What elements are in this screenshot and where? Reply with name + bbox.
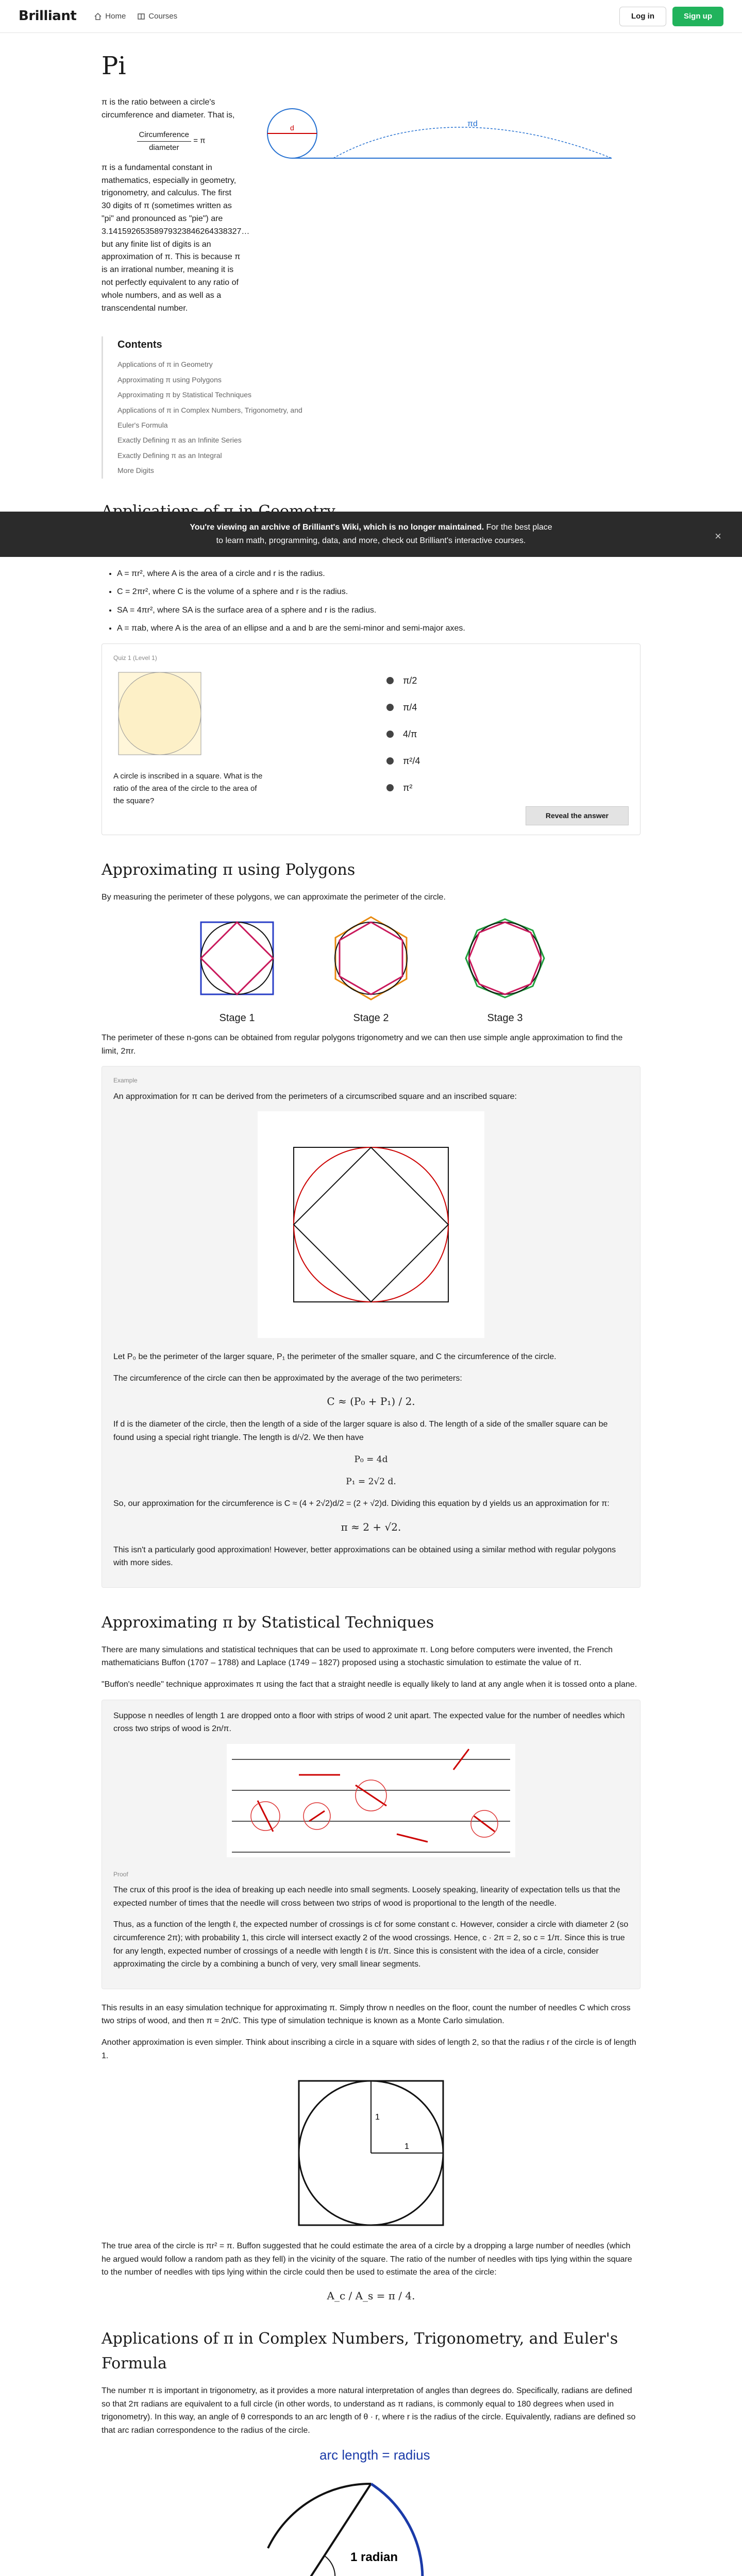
statistics-paragraph-4: Another approximation is even simpler. Think about inscribing a circle in a square with sides of length 2, so that the radius r of the circle is of length 1. [102,2038,636,2060]
example-paragraph-5: This isn't a particularly good approximation! However, better approximations can be obtained using a similar method with regular polygons with more sides. [113,1545,616,1568]
equation-p1: P₁ = 2√2 d. [346,1476,396,1487]
statistics-paragraph-3: This results in an easy simulation technique for approximating π. Simply throw n needles on the floor, count the number of needles C which cross two strips of wood, and then π ≈ 2n/C. This type of simulation technique is known as a Monte Carlo simulation. [102,2003,631,2026]
diameter-label: d [290,123,294,132]
toc-item[interactable]: Exactly Defining π as an Integral [117,451,222,460]
toc-title: Contents [117,339,162,351]
buffon-needle-panel [102,1700,640,1989]
toc-item[interactable]: Approximating π using Polygons [117,375,222,384]
quiz-question: A circle is inscribed in a square. What is the ratio of the area of the circle to the area of the square? [113,772,263,806]
quiz-option[interactable] [386,667,629,694]
circle-shape [119,672,201,755]
radian-figure [252,2445,490,2576]
unroll-arc [333,127,612,158]
top-navigation-bar [0,0,742,33]
equation-p0: P₀ = 4d [354,1454,388,1465]
list-item: • SA = 4πr², where SA is the surface area of a sphere and r is the radius. [117,604,640,617]
equation-average: C ≈ (P₀ + P₁) / 2. [327,1395,415,1408]
brand-logo[interactable]: Brilliant [19,8,77,24]
polygon-stages [102,912,640,1026]
radio-icon[interactable] [386,757,394,765]
formula-equals-pi: = π [193,137,206,146]
circumference-diagram [251,96,632,174]
stage-2 [325,912,417,1026]
option-label: π² [403,782,413,793]
polygons-paragraph-1: By measuring the perimeter of these polygons, we can approximate the perimeter of the circle. [102,892,446,902]
section-statistics-title: Approximating π by Statistical Techniques [102,1613,434,1632]
quiz-panel [102,643,640,835]
signup-button[interactable]: Sign up [672,7,723,26]
banner-close-icon[interactable]: × [715,529,721,543]
radio-icon[interactable] [386,704,394,711]
proof-label: Proof [113,1870,128,1878]
example-paragraph-3: If d is the diameter of the circle, then the length of a side of the larger square is also d. The length of a side of the smaller square can be found using a special right triangle. The length is d/√2. We then have [113,1420,608,1443]
toc-item[interactable]: Applications of π in Complex Numbers, Trigonometry, and Euler's Formula [117,405,302,430]
proof-paragraph-2: Thus, as a function of the length ℓ, the expected number of crossings is cℓ for some constant c. However, consider a circle with diameter 2 (so circumference 2π); with probability 1, this circle will intersect exactly 2 of the wood crossings. Hence, c · 2π = 2, so c = 1/π. Since this is true for any length, expected number of crossings of a needle with length ℓ is ℓ/π. Since this is consistent with the idea of a circle, consider approximating the circle by a combining a bunch of very, very small linear segments. [113,1920,629,1969]
nav-courses[interactable] [137,10,177,23]
nav-home[interactable] [94,10,126,23]
page-title: Pi [102,52,126,80]
login-button[interactable]: Log in [619,7,666,26]
polygons-paragraph-2: The perimeter of these n-gons can be obtained from regular polygons trigonometry and we can then use simple angle approximation to find the limit, 2πr. [102,1033,623,1056]
equation-area-ratio: A_c / A_s = π / 4. [327,2290,415,2302]
intro-paragraph-1 [102,96,241,122]
statistics-paragraph-5: The true area of the circle is πr² = π. Buffon suggested that he could estimate the area of a circle by a dropping a large number of needles (which he argued would follow a random path as they fell) in the vicinity of the square. The ratio of the number of needles with tips lying within the square to the number of needles with tips lying within the circle could then be used to estimate the area of the circle: [102,2242,632,2277]
stage-2-figure [325,912,417,1005]
intro-formula [102,129,241,154]
list-item: • C = 2πr², where C is the volume of a sphere and r is the radius. [117,585,640,599]
intro-p1-text: π is the ratio between a circle's circumference and diameter. That is, [102,97,235,120]
toc-item[interactable]: Approximating π by Statistical Techniques [117,391,251,399]
arc-length-label: arc length = radius [319,2447,430,2463]
stage-3-figure [459,912,551,1005]
example-paragraph-4: So, our approximation for the circumference is C ≈ (4 + 2√2)d/2 = (2 + √2)d. Dividing this equation by d yields us an approximation for π: [113,1499,610,1509]
option-label: π²/4 [403,755,420,766]
proof-paragraph-1: The crux of this proof is the idea of breaking up each needle into small segments. Loosely speaking, linearity of expectation tells us that the expected number of times that the needle will cross between two strips of wood is proportional to the length of the needle. [113,1886,620,1908]
option-label: 4/π [403,728,417,739]
toc-item[interactable]: Applications of π in Geometry [117,360,213,369]
radio-icon[interactable] [386,784,394,791]
toc-item[interactable]: Exactly Defining π as an Infinite Series [117,436,242,445]
list-item: • A = πr², where A is the area of a circle and r is the radius. [117,567,640,581]
stage-3-label: Stage 3 [487,1012,523,1024]
stage-1-label: Stage 1 [219,1012,255,1024]
squares-circle-figure [258,1111,484,1338]
section-polygons-title: Approximating π using Polygons [102,860,356,879]
stage-1 [191,912,283,1026]
quiz-label: Quiz 1 (Level 1) [113,654,157,662]
reveal-answer-button[interactable]: Reveal the answer [526,806,629,825]
stage-2-label: Stage 2 [353,1012,389,1024]
equation-pi-approx: π ≈ 2 + √2. [341,1520,401,1533]
banner-text[interactable]: For the best place to learn math, programming, data, and more, check out Brilliant's interactive courses. [216,522,552,545]
example-paragraph-2: The circumference of the circle can then be approximated by the average of the two perimeters: [113,1374,462,1383]
formula-numerator: Circumference [137,129,192,141]
geometry-formula-list [117,567,640,635]
table-of-contents [102,336,308,478]
archive-banner [0,512,742,557]
option-label: π/2 [403,675,417,686]
quiz-option[interactable] [386,774,629,801]
radio-icon[interactable] [386,677,394,684]
nav-courses-label: Courses [148,11,178,21]
radius-label-horizontal: 1 [404,2142,409,2151]
nav-home-label: Home [105,11,126,21]
statistics-paragraph-1: There are many simulations and statistical techniques that can be used to approximate π. Long before computers were invented, the French mathematicians Buffon (1707 – 1788) and Laplace (1749 – 1827) proposed using a stochastic simulation to estimate the value of π. [102,1645,613,1668]
complex-paragraph-1: The number π is important in trigonometry, as it provides a more natural interpretation of angles than degrees do. Specifically, radians are defined so that 2π radians are equivalent to a full circle (in other words, to understand as π radians, is commonly equal to 180 degrees when used in trigonometry). In this way, an angle of θ corresponds to an arc length of θ · r, where r is the radius of the circle. Equivalently, radians are defined so that arc radian correspondence to the radius of the circle. [102,2386,636,2435]
option-label: π/4 [403,702,417,713]
banner-bold-text: You're viewing an archive of Brilliant's Wiki, which is no longer maintained. [190,522,484,532]
pi-d-label: πd [467,119,478,128]
home-icon [94,12,102,21]
inscribed-circle-figure [113,667,206,760]
one-radian-label: 1 radian [350,2550,398,2565]
quiz-option[interactable] [386,694,629,721]
quiz-option[interactable] [386,748,629,774]
toc-item[interactable]: More Digits [117,466,154,475]
stage-3 [459,912,551,1026]
example-intro: An approximation for π can be derived from the perimeters of a circumscribed square and an inscribed square: [113,1092,517,1101]
example-label: Example [113,1077,138,1084]
courses-icon [137,12,145,21]
radio-icon[interactable] [386,731,394,738]
formula-denominator: diameter [149,143,179,152]
statistics-paragraph-2: "Buffon's needle" technique approximates π using the fact that a straight needle is equally likely to land at any angle when it is tossed onto a plane. [102,1680,637,1689]
quiz-option[interactable] [386,721,629,748]
stage-1-figure [191,912,283,1005]
section-complex-title: Applications of π in Complex Numbers, Trigonometry, and Euler's Formula [102,2330,618,2373]
polygon-example-panel [102,1066,640,1588]
radius-label-vertical: 1 [375,2113,380,2122]
intro-section [102,96,640,323]
buffon-panel-text: Suppose n needles of length 1 are dropped onto a floor with strips of wood 2 unit apart. The expected value for the number of needles which cross two strips of wood is 2n/π. [113,1711,625,1734]
article-page [102,33,721,2576]
example-paragraph-1: Let P₀ be the perimeter of the larger square, P₁ the perimeter of the smaller square, and C the circumference of the circle. [113,1352,556,1362]
buffon-needle-figure [227,1744,515,1857]
list-item: • A = πab, where A is the area of an ellipse and a and b are the semi-minor and semi-major axes. [117,622,640,635]
intro-paragraph-2: π is a fundamental constant in mathematics, especially in geometry, trigonometry, and calculus. The first 30 digits of π (sometimes written as "pi" and pronounced as "pie") are 3.14159265358979323846264338327… but any finite list of digits is an approximation of π. This is because π is an irrational number, meaning it is not perfectly equivalent to any ratio of whole numbers, and as well as a transcendental number. [102,163,250,313]
circle-in-square-figure [289,2071,453,2235]
